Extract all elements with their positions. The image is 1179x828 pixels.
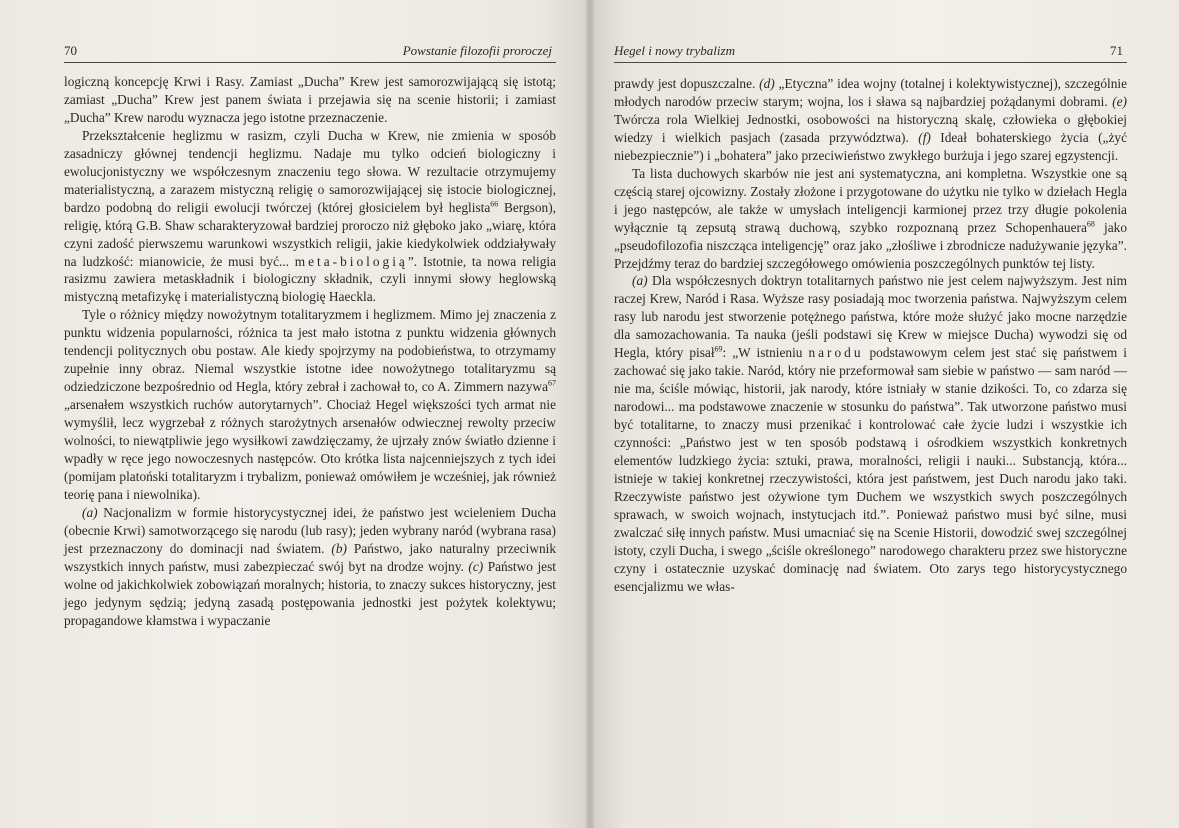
left-page-number: 70 (64, 43, 77, 58)
list-label: (d) (759, 76, 775, 91)
list-label: (b) (331, 540, 347, 556)
footnote-ref: 68 (1086, 219, 1095, 229)
right-page-number: 71 (1110, 43, 1123, 58)
list-label: (c) (468, 558, 484, 574)
list-label: (f) (918, 129, 931, 145)
paragraph: Przekształcenie heglizmu w rasizm, czyli Ducha w Krew, nie zmienia w sposób zasadniczy głównej tendencji heglizmu. Nadaje mu tylko odcień biologiczny i ewolucjonistyczny we współczesnym znaczeniu tego słowa. W rezultacie otrzymujemy materialistyczną, a zarazem mistyczną religię o samorozwijającej się istocie biologicznej, bardzo podobną do religii ewolucji twórczej (której głosicielem był heglista$^{66}$ Bergson), religię, którą G.B. Shaw scharakteryzował bardziej proroczo niż głęboko jako „wiarę, która czyni zadość pierwszemu warunkowi wszystkich religii, jakie kiedykolwiek oddziaływały na ludzkość: mianowicie, że musi być... meta-biologią”. Istotnie, ta nowa religia rasizmu zawiera metaskładnik i biologiczny składnik, czyli innymi słowy heglowską mistyczną metafizykę i materialistyczną biologię Haeckla. (64, 127, 556, 305)
left-running-title: Powstanie filozofii proroczej (402, 43, 552, 58)
right-page-body (614, 75, 1127, 596)
paragraph: Ta lista duchowych skarbów nie jest ani systematyczna, ani kompletna. Wszystkie one są częścią starej ojcowizny. Zostały złożone i przygotowane do użytku nie tylko w dziełach Hegla i jego następców, ale także w umysłach inteligencji karmionej przez trzy długie pokolenia wyłącznie tą zepsutą strawą duchową, szybko rozpoznaną przez Schopenhauera$^{68}$ jako „pseudofilozofia niszcząca inteligencję” oraz jako „złośliwe i zbrodnicze nadużywanie języka”. Przejdźmy teraz do bardziej szczegółowego omówienia poszczególnych punktów tej listy. (614, 165, 1128, 271)
right-running-title: Hegel i nowy trybalizm (614, 43, 735, 58)
footnote-ref: 67 (548, 378, 556, 388)
paragraph: Tyle o różnicy między nowożytnym totalitaryzmem i heglizmem. Mimo jej znaczenia z punktu widzenia popularności, różnica ta jest mało istotna z punktu widzenia głównych tendencji politycznych obu postaw. Ale kiedy spojrzymy na podobieństwa, to otrzymamy zupełnie inny obraz. Niemal wszystkie istotne idee nowożytnego totalitaryzmu są odziedziczone bezpośrednio od Hegla, który zebrał i zachował to, co A. Zimmern nazywa$^{67}$ „arsenałem wszystkich ruchów autorytarnych”. Chociaż Hegel większości tych armat nie wymyślił, lecz wygrzebał z różnych starożytnych arsenałów odwiecznej rewolty przeciw wolności, to niewątpliwie jego wysiłkowi zawdzięczamy, że ujrzały znów światło dzienne i wpadły w ręce jego nowoczesnych następców. Oto krótka lista najcenniejszych z tych idei (pomijam platoński totalitaryzm i trybalizm, ponieważ omówiłem je wcześniej, jak również teorię pana i niewolnika). (64, 307, 556, 502)
right-page (590, 0, 1179, 828)
paragraph: (a) Nacjonalizm w formie historycystycznej idei, że państwo jest wcieleniem Ducha (obecnie Krwi) samotworzącego się narodu (lub rasy); jeden wybrany naród (wybrana rasa) jest przeznaczony do dominacji nad światem. (b) Państwo, jako naturalny przeciwnik wszystkich innych państw, musi zabezpieczać swój byt na drodze wojny. (c) Państwo jest wolne od jakichkolwiek zobowiązań moralnych; historia, to znaczy sukces historyczny, jest jego jedynym sędzią; jedyną zasadą postępowania jednostki jest pożytek kolektywu; propagandowe kłamstwa i wypaczanie (64, 504, 557, 628)
paragraph: (a) Dla współczesnych doktryn totalitarnych państwo nie jest celem najwyższym. Jest nim raczej Krew, Naród i Rasa. Wyższe rasy posiadają moc tworzenia państwa. Najwyższym celem rasy lub narodu jest stworzenie potężnego państwa, które może służyć jako mocne narzędzie dla samozachowania. Ta nauka (jeśli podstawi się Krew w miejsce Ducha) wywodzi się od Hegla, który pisał$^{69}$: „W istnieniu narodu podstawowym celem jest stać się państwem i zachować się jako takie. Naród, który nie przeformował sam siebie w państwo — sam naród — nie ma, ściśle mówiąc, historii, jak narody, które istniały w stanie dzikości. To, co zdarza się narodowi... ma podstawowe znaczenie w stosunku do państwa”. Tak utworzone państwo musi być totalitarne, to znaczy musi przenikać i kontrolować całe życie ludzi i wszystkie ich czynności: „Państwo jest w ten sposób podstawą i ośrodkiem wszystkich konkretnych elementów ludzkiego życia: sztuki, prawa, moralności, religii i nauki... Substancją, która... istnieje w takiej konkretnej rzeczywistości, która jest państwem, jest Duch narodu jako taki. Rzeczywiste państwo jest ożywione tym Duchem we wszystkich swych poszczególnych sprawach, w swoich wojnach, instytucjach itd.”. Ponieważ państwo musi być silne, musi zwalczać siłę innych państw. Musi umacniać się na Scenie Historii, dowodzić swej szczególnej istoty, czyli Ducha, i swego „ściśle określonego” narodowego charakteru przez swe historyczne czyny i ostatecznie uzyskać dominację nad światem. Oto zarys tego historycystycznego esencjalizmu we włas- (614, 273, 1128, 594)
spaced-term: narodu (808, 345, 864, 361)
footnote-ref: 69 (714, 344, 723, 354)
paragraph: prawdy jest dopuszczalne. (d) „Etyczna” idea wojny (totalnej i kolektywistycznej), szczególnie młodych narodów przeciw starym; wojna, los i sława są najbardziej pożądanymi dobrami. (e) Twórcza rola Wielkiej Jednostki, osobowości na historyczną skalę, człowieka o głębokiej wiedzy i wielkich pasjach (zasada przywództwa). (f) Ideał bohaterskiego życia („żyć niebezpiecznie”) i „bohatera” jako przeciwieństwo zwykłego burżuja i jego szarej egzystencji. (614, 76, 1128, 163)
book-gutter (586, 0, 594, 828)
list-label: (a) (632, 273, 648, 289)
spaced-term: meta-biologią (294, 253, 408, 269)
footnote-ref: 66 (490, 199, 499, 209)
paragraph: logiczną koncepcję Krwi i Rasy. Zamiast „Ducha” Krew jest samorozwijającą się istotą; zamiast „Ducha” Krew jest panem świata i przejawia się na scenie historii; i zamiast „Ducha” Krew narodu wyznacza jego istotne przeznaczenie. (64, 74, 556, 125)
left-page-header (64, 40, 556, 63)
left-page-body (64, 73, 556, 630)
right-page-header (614, 40, 1127, 63)
list-label: (a) (82, 504, 98, 520)
list-label: (e) (1112, 93, 1127, 109)
